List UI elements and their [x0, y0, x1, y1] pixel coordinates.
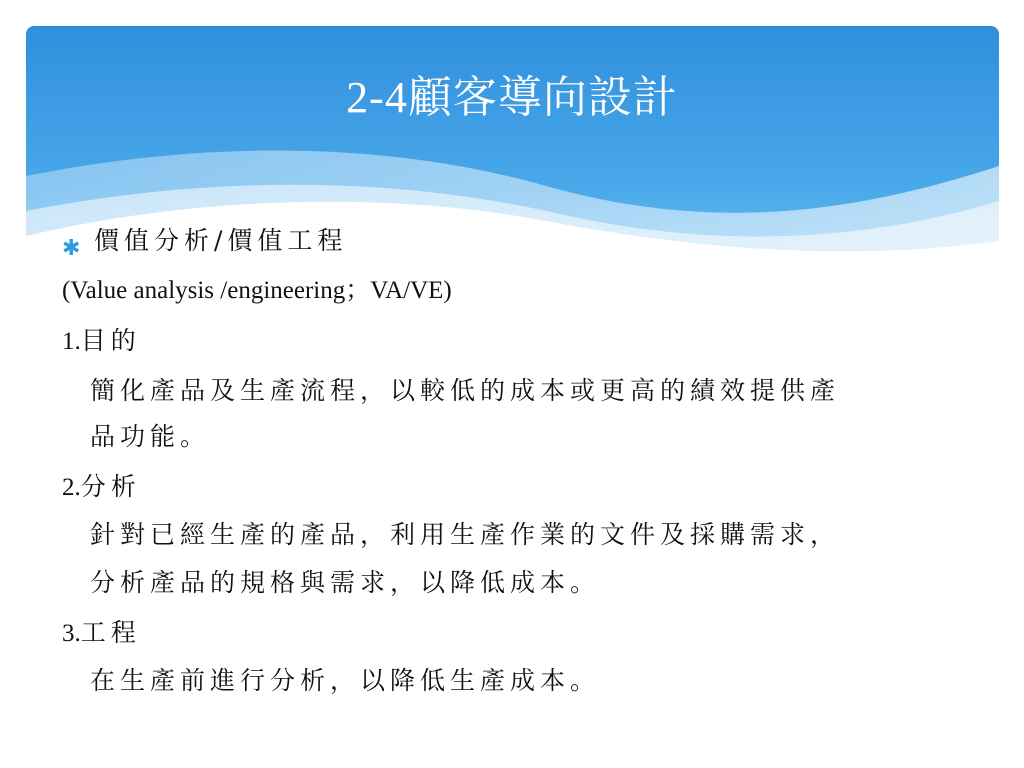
section-heading: 分析	[80, 472, 141, 501]
section-2-text-line-2: 分析產品的規格與需求，以降低成本。	[90, 568, 601, 597]
section-2-text-line-1: 針對已經生產的產品，利用生產作業的文件及採購需求，	[90, 520, 841, 549]
section-1-header	[62, 328, 141, 354]
section-heading: 目的	[80, 326, 141, 355]
section-number: 2.	[62, 474, 81, 501]
subtitle-english: (Value analysis /engineering；VA/VE)	[62, 277, 452, 304]
asterisk-bullet-icon: ✱	[62, 236, 81, 261]
section-number: 3.	[62, 620, 81, 647]
section-1-text-line-1: 簡化產品及生產流程，以較低的成本或更高的績效提供產	[90, 376, 841, 405]
section-3-header	[62, 620, 141, 646]
section-number: 1.	[62, 328, 81, 355]
section-heading: 工程	[80, 618, 141, 647]
slide-title: 2-4顧客導向設計	[346, 73, 678, 122]
section-3-text-line-1: 在生產前進行分析，以降低生產成本。	[90, 666, 601, 695]
section-1-text-line-2: 品功能。	[90, 422, 211, 451]
section-2-header	[62, 474, 141, 500]
bullet-heading: 價值分析/價值工程	[94, 226, 348, 255]
